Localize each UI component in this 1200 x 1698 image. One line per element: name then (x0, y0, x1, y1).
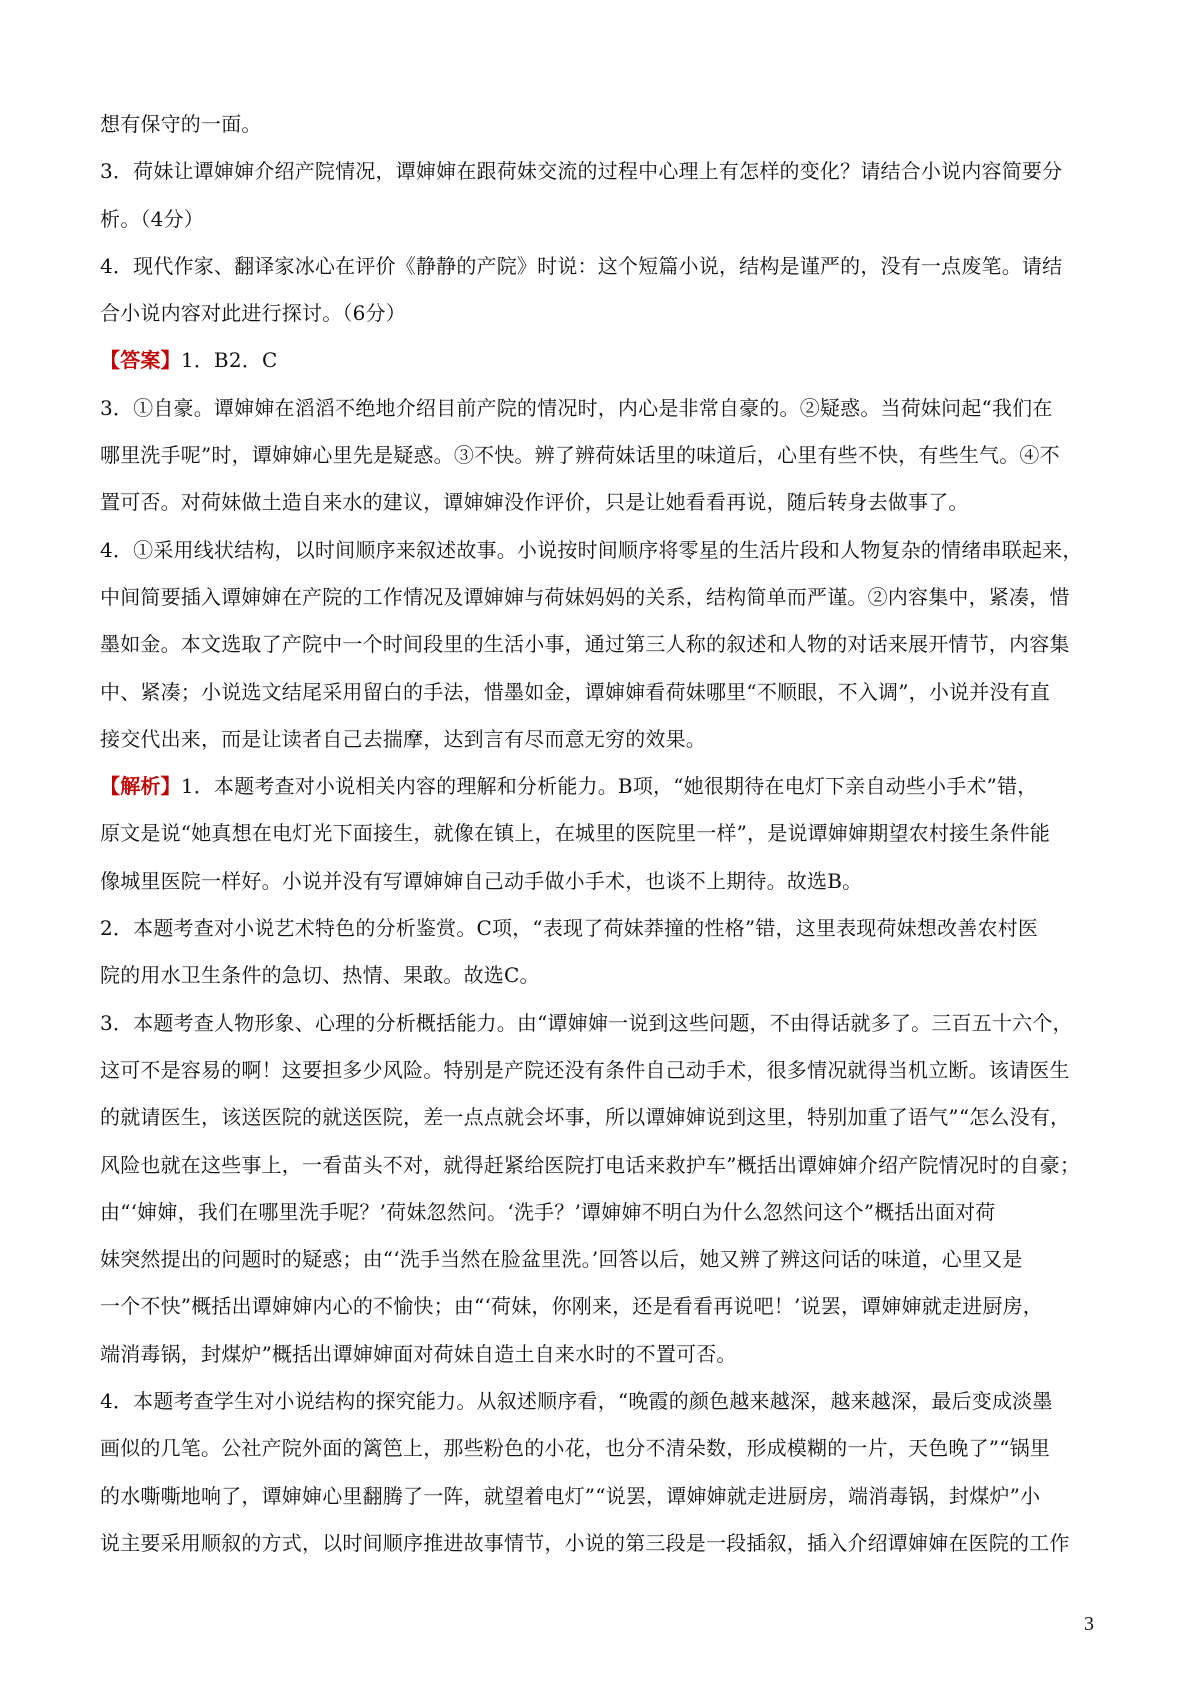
text-line: 中、紧凑；小说选文结尾采用留白的手法，惜墨如金，谭婶婶看荷妹哪里“不顺眼，不入调”，小说并没有直 (100, 679, 1051, 704)
analysis-tag: 【解析】 (100, 774, 181, 799)
answer-3-line: 3．①自豪。谭婶婶在滔滔不绝地介绍目前产院的情况时，内心是非常自豪的。②疑惑。当荷妹问起“我们在 (100, 395, 1053, 420)
text-line: 说主要采用顺叙的方式，以时间顺序推进故事情节，小说的第三段是一段插叙，插入介绍谭婶婶在医院的工作 (100, 1530, 1070, 1555)
answer-text: 1．B2．C (180, 348, 278, 373)
text-line: 妹突然提出的问题时的疑惑；由“‘洗手当然在脸盆里洗。’回答以后，她又辨了辨这问话的味道，心里又是 (100, 1247, 1023, 1272)
text-line: 原文是说“她真想在电灯光下面接生，就像在镇上，在城里的医院里一样”，是说谭婶婶期望农村接生条件能 (100, 821, 1051, 846)
text-line: 置可否。对荷妹做土造自来水的建议，谭婶婶没作评价，只是让她看看再说，随后转身去做事了。 (100, 490, 969, 515)
answer-4-line: 4．①采用线状结构，以时间顺序来叙述故事。小说按时间顺序将零星的生活片段和人物复杂的情绪串联起来， (100, 537, 1083, 562)
text-line: 想有保守的一面。 (100, 112, 262, 136)
text-line: 的水嘶嘶地响了，谭婶婶心里翻腾了一阵，就望着电灯”“说罢，谭婶婶就走进厨房，端消毒锅，封煤炉”小 (100, 1483, 1041, 1508)
text-line: 析。（4分） (100, 206, 204, 231)
analysis-2-line: 2．本题考查对小说艺术特色的分析鉴赏。C项，“表现了荷妹莽撞的性格”错，这里表现荷妹想改善农村医 (100, 916, 1039, 941)
question-4-line: 4．现代作家、翻译家冰心在评价《静静的产院》时说：这个短篇小说，结构是谨严的，没有一点废笔。请结 (100, 253, 1063, 278)
text-line: 院的用水卫生条件的急切、热情、果敢。故选C。 (100, 963, 540, 988)
text-line: 这可不是容易的啊！这要担多少风险。特别是产院还没有条件自己动手术，很多情况就得当机立断。该请医生 (100, 1057, 1070, 1082)
analysis-3-line: 3．本题考查人物形象、心理的分析概括能力。由“谭婶婶一说到这些问题，不由得话就多了。三百五十六个， (100, 1010, 1073, 1035)
text-line: 哪里洗手呢”时，谭婶婶心里先是疑惑。③不快。辨了辨荷妹话里的味道后，心里有些不快，有些生气。④不 (100, 443, 1060, 468)
text-line: 合小说内容对此进行探讨。（6分） (100, 301, 406, 326)
document-body (100, 112, 1100, 1578)
text-line: 墨如金。本文选取了产院中一个时间段里的生活小事，通过第三人称的叙述和人物的对话来展开情节，内容集 (100, 632, 1070, 657)
analysis-line (100, 774, 1100, 798)
text-line: 端消毒锅，封煤炉”概括出谭婶婶面对荷妹自造土自来水时的不置可否。 (100, 1341, 737, 1366)
text-line: 画似的几笔。公社产院外面的篱笆上，那些粉色的小花，也分不清朵数，形成模糊的一片，天色晚了”“锅里 (100, 1436, 1051, 1461)
analysis-text: 1．本题考查对小说相关内容的理解和分析能力。B项，“她很期待在电灯下亲自动些小手术”错， (180, 774, 1038, 799)
analysis-4-line: 4．本题考查学生对小说结构的探究能力。从叙述顺序看，“晚霞的颜色越来越深，越来越深，最后变成淡墨 (100, 1389, 1053, 1414)
text-line: 由“‘婶婶，我们在哪里洗手呢？’荷妹忽然问。‘洗手？’谭婶婶不明白为什么忽然问这个”概括出面对荷 (100, 1199, 996, 1224)
text-line: 像城里医院一样好。小说并没有写谭婶婶自己动手做小手术，也谈不上期待。故选B。 (100, 868, 863, 893)
text-line: 一个不快”概括出谭婶婶内心的不愉快；由“‘荷妹，你刚来，还是看看再说吧！’说罢，谭婶婶就走进厨房， (100, 1294, 1043, 1319)
text-line: 风险也就在这些事上，一看苗头不对，就得赶紧给医院打电话来救护车”概括出谭婶婶介绍产院情况时的自豪； (100, 1152, 1081, 1177)
page-number: 3 (1084, 1613, 1094, 1635)
question-3-line: 3．荷妹让谭婶婶介绍产院情况，谭婶婶在跟荷妹交流的过程中心理上有怎样的变化？请结合小说内容简要分 (100, 159, 1063, 184)
text-line: 中间简要插入谭婶婶在产院的工作情况及谭婶婶与荷妹妈妈的关系，结构简单而严谨。②内容集中，紧凑，惜 (100, 584, 1070, 609)
text-line: 接交代出来，而是让读者自己去揣摩，达到言有尽而意无穷的效果。 (100, 726, 706, 751)
answer-line (100, 348, 1100, 372)
text-line: 的就请医生，该送医院的就送医院，差一点点就会坏事，所以谭婶婶说到这里，特别加重了语气”“怎么没有， (100, 1105, 1071, 1130)
answer-tag: 【答案】 (100, 348, 181, 373)
